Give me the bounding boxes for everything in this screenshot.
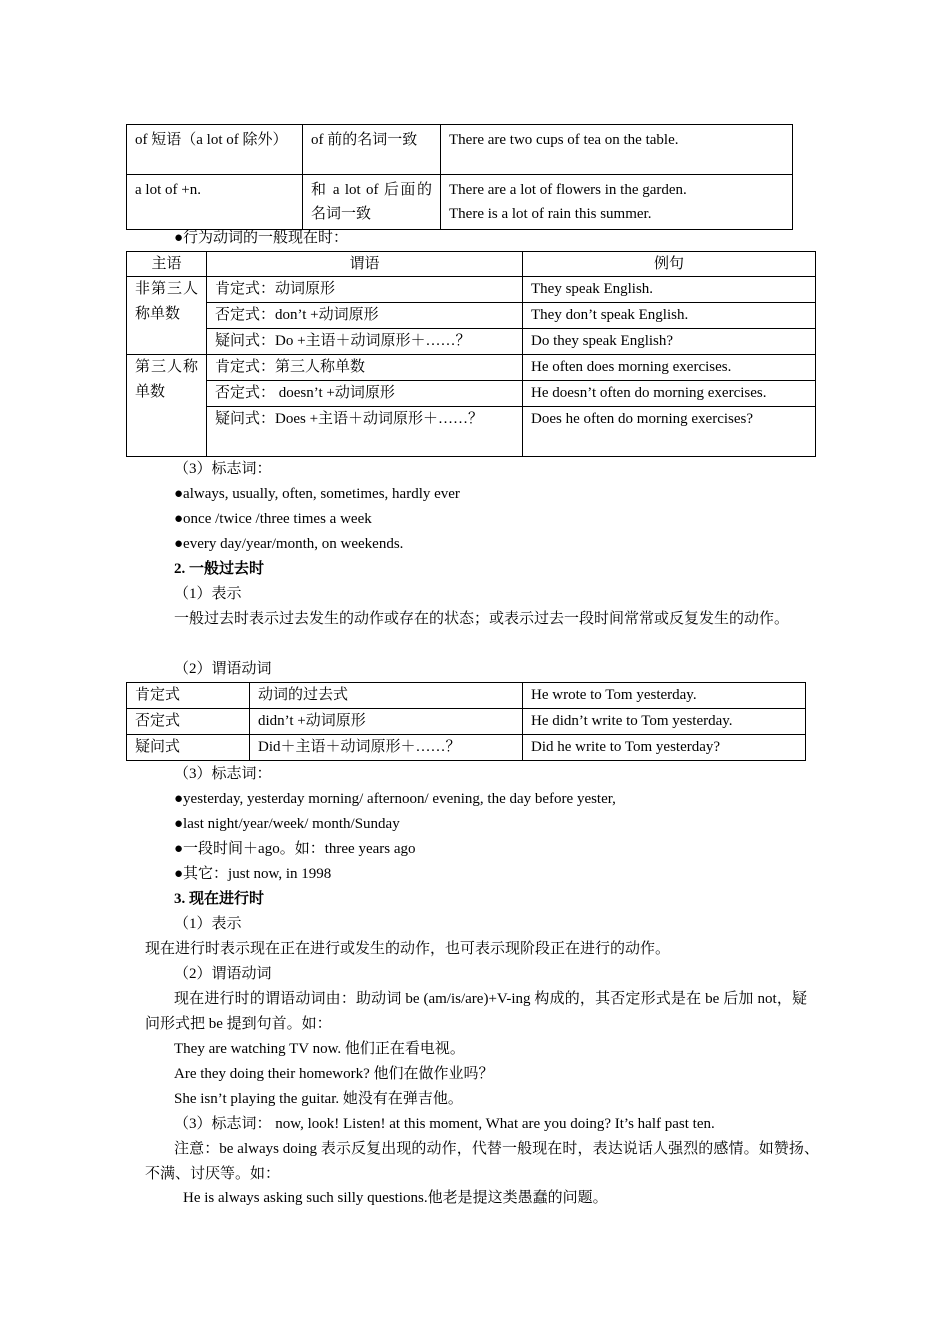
marker-item: ●yesterday, yesterday morning/ afternoon/ evening, the day before yester,	[174, 791, 616, 807]
header-example: 例句	[523, 252, 816, 277]
marker-item: ●一段时间＋ago。如：three years ago	[174, 841, 416, 857]
subsection-title: （1）表示	[174, 916, 242, 932]
predicate-cell: 肯定式：第三人称单数	[207, 355, 523, 381]
marker-item: ●always, usually, often, sometimes, hardly ever	[174, 486, 460, 502]
example-cell: He wrote to Tom yesterday.	[523, 683, 806, 709]
table-row	[127, 125, 793, 175]
header-subject: 主语	[127, 252, 207, 277]
table-cell: a lot of +n.	[127, 175, 303, 230]
form-cell: 否定式	[127, 709, 250, 735]
predicate-cell: Did＋主语＋动词原形＋……？	[250, 735, 523, 761]
markers-title: （3）标志词：	[174, 461, 272, 477]
table-simple-present	[126, 251, 816, 457]
example-cell: They speak English.	[523, 277, 816, 303]
table-row	[127, 709, 806, 735]
section-title: 3. 现在进行时	[174, 891, 265, 907]
subject-cell: 非第三人称单数	[127, 277, 207, 355]
section-title: 2. 一般过去时	[174, 561, 265, 577]
predicate-cell: 疑问式：Do +主语＋动词原形＋……？	[207, 329, 523, 355]
paragraph: 现在进行时表示现在正在进行或发生的动作，也可表示现阶段正在进行的动作。	[145, 941, 671, 957]
table-cell: 和 a lot of 后面的名词一致	[303, 175, 441, 230]
example-cell: He often does morning exercises.	[523, 355, 816, 381]
header-predicate: 谓语	[207, 252, 523, 277]
example-sentence: She isn’t playing the guitar. 她没有在弹吉他。	[174, 1091, 463, 1107]
example-sentence: Are they doing their homework? 他们在做作业吗？	[174, 1066, 494, 1082]
example-cell: He didn’t write to Tom yesterday.	[523, 709, 806, 735]
example-cell: Does he often do morning exercises?	[523, 407, 816, 457]
predicate-cell: 动词的过去式	[250, 683, 523, 709]
subsection-title: （1）表示	[174, 586, 242, 602]
predicate-cell: didn’t +动词原形	[250, 709, 523, 735]
table-row	[127, 735, 806, 761]
table-row	[127, 407, 816, 457]
table-row	[127, 175, 793, 230]
table-row	[127, 381, 816, 407]
predicate-cell: 否定式：don’t +动词原形	[207, 303, 523, 329]
table-row	[127, 355, 816, 381]
marker-item: ●last night/year/week/ month/Sunday	[174, 816, 400, 832]
example-sentence: They are watching TV now. 他们正在看电视。	[174, 1041, 465, 1057]
table-of-phrase-agreement	[126, 124, 793, 230]
example-line: There is a lot of rain this summer.	[449, 206, 652, 222]
subsection-title: （2）谓语动词	[174, 966, 272, 982]
table-row	[127, 277, 816, 303]
table-simple-past	[126, 682, 806, 761]
form-cell: 疑问式	[127, 735, 250, 761]
marker-item: ●once /twice /three times a week	[174, 511, 372, 527]
table-cell: of 前的名词一致	[303, 125, 441, 175]
table-cell: of 短语（a lot of 除外）	[127, 125, 303, 175]
example-cell: Do they speak English?	[523, 329, 816, 355]
table-header-row	[127, 252, 816, 277]
note-paragraph: 注意：be always doing 表示反复出现的动作，代替一般现在时，表达说话人强烈的感情。如赞扬、不满、讨厌等。如：	[145, 1141, 819, 1182]
table-row	[127, 303, 816, 329]
example-sentence: He is always asking such silly questions.他老是提这类愚蠢的问题。	[183, 1190, 608, 1206]
example-cell: They don’t speak English.	[523, 303, 816, 329]
predicate-cell: 否定式： doesn’t +动词原形	[207, 381, 523, 407]
predicate-cell: 疑问式：Does +主语＋动词原形＋……？	[207, 407, 523, 457]
marker-item: ●其它：just now, in 1998	[174, 866, 332, 882]
form-cell: 肯定式	[127, 683, 250, 709]
markers-title: （3）标志词：	[174, 766, 272, 782]
table-cell: There are two cups of tea on the table.	[441, 125, 793, 175]
example-cell: He doesn’t often do morning exercises.	[523, 381, 816, 407]
subject-cell: 第三人称单数	[127, 355, 207, 457]
subsection-title: （2）谓语动词	[174, 661, 272, 677]
paragraph: 现在进行时的谓语动词由：助动词 be (am/is/are)+V-ing 构成的，其否定形式是在 be 后加 not，疑问形式把 be 提到句首。如：	[145, 991, 807, 1032]
example-cell: Did he write to Tom yesterday?	[523, 735, 806, 761]
table-row	[127, 329, 816, 355]
table-cell	[441, 175, 793, 230]
marker-item: ●every day/year/month, on weekends.	[174, 536, 404, 552]
example-line: There are a lot of flowers in the garden.	[449, 182, 687, 198]
predicate-cell: 肯定式：动词原形	[207, 277, 523, 303]
table-row	[127, 683, 806, 709]
bullet-heading: ●行为动词的一般现在时：	[174, 230, 349, 246]
markers-line: （3）标志词： now, look! Listen! at this moment, What are you doing? It’s half past ten.	[174, 1116, 715, 1132]
paragraph: 一般过去时表示过去发生的动作或存在的状态；或表示过去一段时间常常或反复发生的动作。	[174, 611, 790, 627]
